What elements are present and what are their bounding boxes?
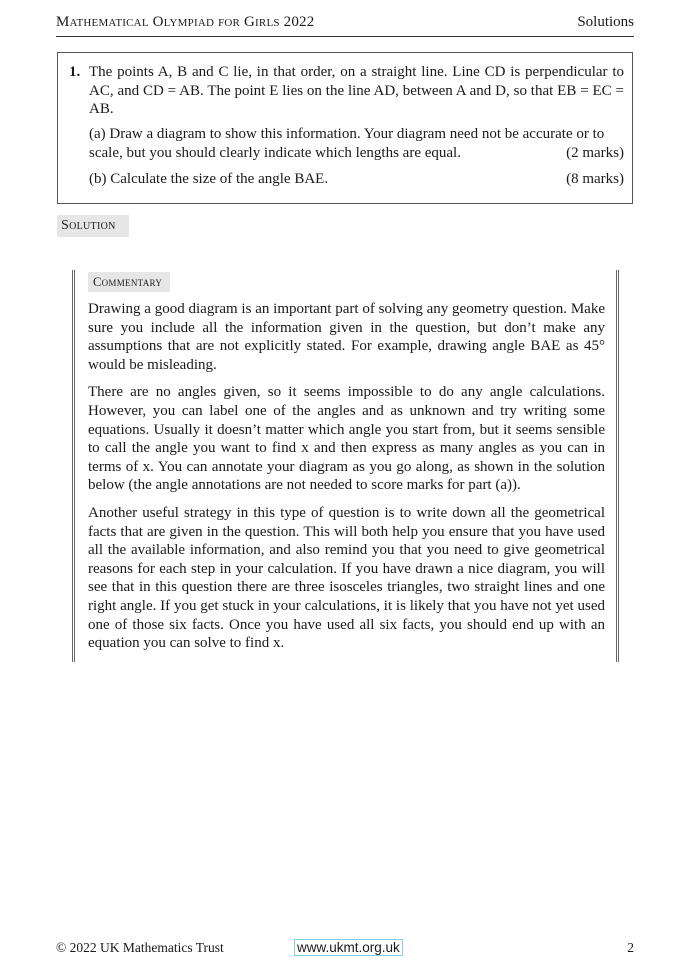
copyright-text: © 2022 UK Mathematics Trust (56, 940, 224, 955)
part-a-text: (a) Draw a diagram to show this information. Your diagram need not be accurate or to scale, but you should clearly indicate which lengths are equal. (89, 126, 605, 161)
commentary-left-rule (72, 270, 75, 662)
section-label: Solutions (577, 14, 634, 30)
commentary-right-rule (616, 270, 619, 662)
commentary-paragraph-3: Another useful strategy in this type of question is to write down all the geometrical facts that are given in the question. This will both help you ensure that you have used all the available information, and also remind you that you need to give geometrical reasons for each step in your calculation. If you have drawn a nice diagram, you will see that in this question there are three isosceles triangles, two straight lines and one right angle. If you get stuck in your calculations, it is likely that you have not yet used one of those six facts. Once you have used all six facts, you should end up with an equation you can solve to find x. (88, 504, 605, 652)
document-title: Mathematical Olympiad for Girls 2022 (56, 14, 315, 30)
question-number: 1. (69, 64, 81, 80)
commentary-heading: Commentary (88, 272, 170, 292)
page-header (56, 14, 634, 37)
part-a-marks: (2 marks) (566, 144, 624, 161)
solution-heading: Solution (57, 215, 129, 237)
question-part-a (89, 125, 624, 162)
commentary-box (72, 270, 619, 662)
part-b-text: (b) Calculate the size of the angle BAE. (89, 171, 329, 187)
page-footer (56, 940, 634, 960)
commentary-paragraph-2: There are no angles given, so it seems impossible to do any angle calculations. However, you can label one of the angles and as unknown and try writing some equations. Usually it doesn’t matter which angle you start from, but it seems sensible to call the angle you want to find x and then express as many angles as you can in terms of x. You can annotate your diagram as you go along, as shown in the solution below (the angle annotations are not needed to score marks for part (a)). (88, 384, 605, 494)
page-number: 2 (627, 940, 634, 955)
question-box (57, 52, 633, 204)
question-part-b (89, 170, 624, 189)
commentary-text (88, 300, 605, 662)
website-link[interactable]: www.ukmt.org.uk (294, 939, 403, 956)
question-text: The points A, B and C lie, in that order, on a straight line. Line CD is perpendicular to AC, and CD = AB. The point E lies on the line AD, between A and D, so that EB = EC = AB. (89, 64, 624, 117)
commentary-paragraph-1: Drawing a good diagram is an important part of solving any geometry question. Make sure you include all the information given in the question, but don’t make any assumptions that are not explicitly stated. For example, drawing angle BAE as 45° would be misleading. (88, 301, 605, 373)
part-b-marks: (8 marks) (566, 171, 624, 187)
